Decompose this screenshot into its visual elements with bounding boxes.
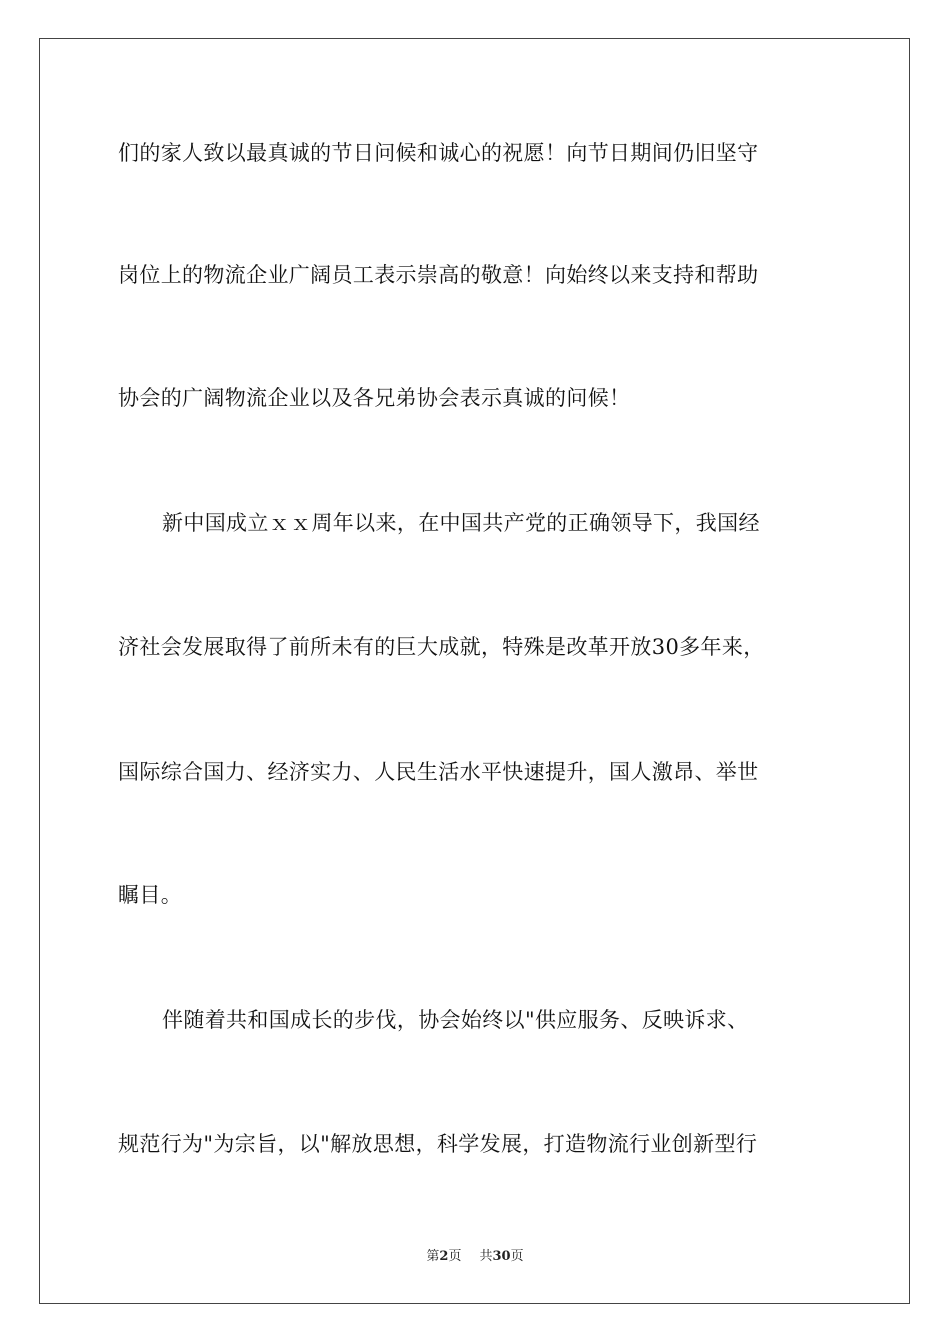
body-text-line: 岗位上的物流企业广阔员工表示崇高的敬意！向始终以来支持和帮助 [118, 263, 759, 287]
page-prefix: 第 [426, 1249, 440, 1264]
body-text-line: 瞩目。 [118, 883, 183, 907]
total-suffix: 页 [510, 1249, 524, 1264]
body-text-line: 规范行为"为宗旨，以"解放思想，科学发展，打造物流行业创新型行 [118, 1132, 758, 1156]
page-number: 2 [439, 1249, 449, 1264]
page-suffix: 页 [448, 1249, 462, 1264]
paragraph-first-line: 伴随着共和国成长的步伐，协会始终以"供应服务、反映诉求、 [162, 1008, 749, 1032]
total-prefix: 共 [479, 1249, 493, 1264]
body-text-line: 国际综合国力、经济实力、人民生活水平快速提升，国人激昂、举世 [118, 760, 759, 784]
page-frame [39, 38, 910, 1304]
body-text-line: 协会的广阔物流企业以及各兄弟协会表示真诚的问候！ [118, 386, 631, 410]
page-footer [0, 1248, 950, 1266]
body-text-line: 们的家人致以最真诚的节日问候和诚心的祝愿！向节日期间仍旧坚守 [118, 141, 759, 165]
body-text-line: 济社会发展取得了前所未有的巨大成就，特殊是改革开放30多年来， [118, 635, 765, 659]
total-pages: 30 [492, 1249, 511, 1264]
paragraph-first-line: 新中国成立ｘｘ周年以来，在中国共产党的正确领导下，我国经 [162, 511, 760, 535]
